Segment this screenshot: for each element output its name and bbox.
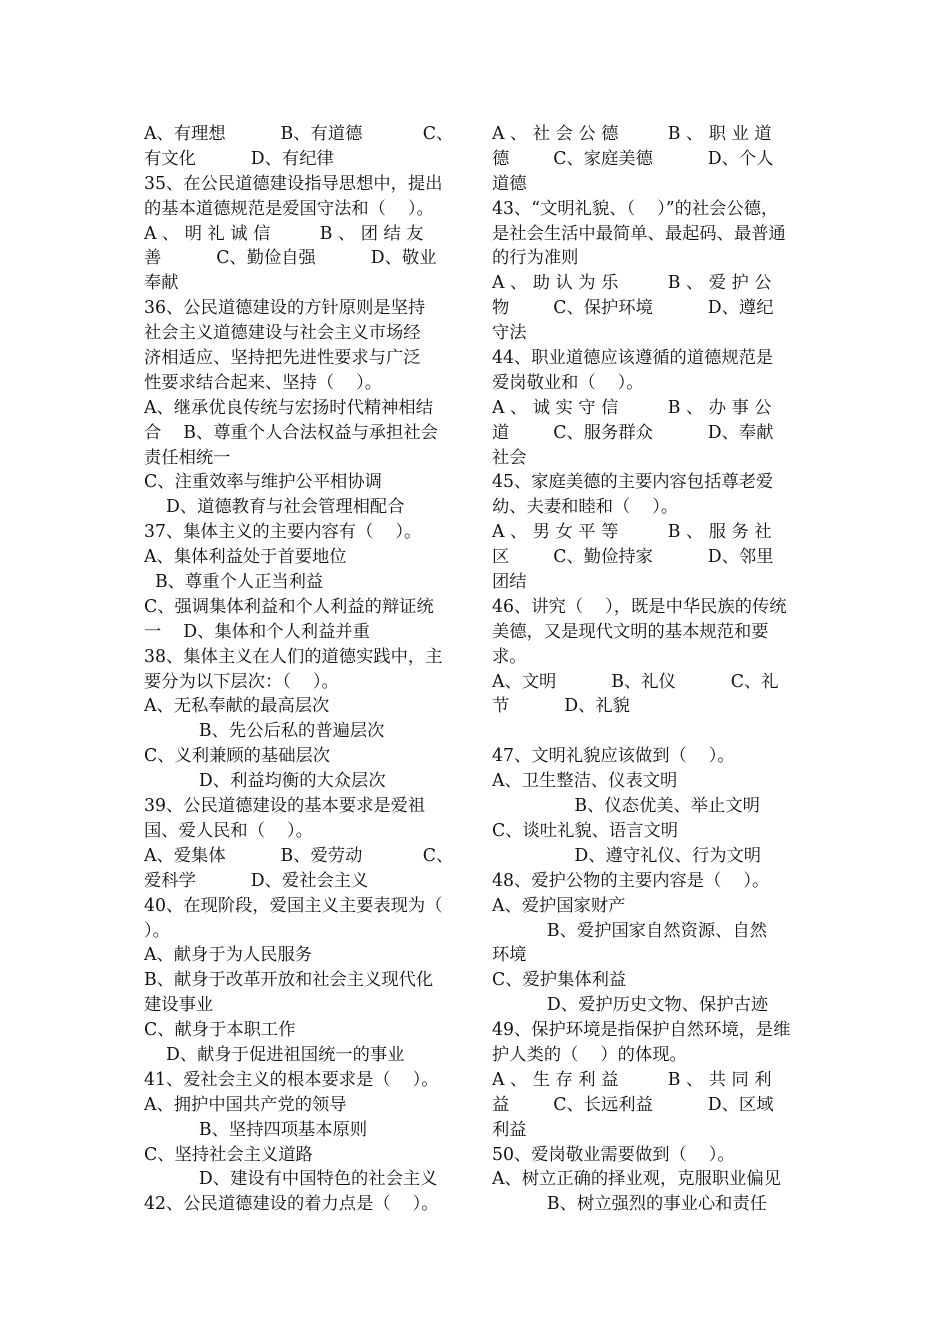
text-line: 爱岗敬业和（ ）。 [492,372,644,393]
text-line: A、树立正确的择业观，克服职业偏见 [492,1169,781,1190]
text-line: 物 C、保护环境 D、遵纪 [492,298,774,319]
text-line: D、献身于促进祖国统一的事业 [144,1044,405,1065]
text-line: A、无私奉献的最高层次 [144,696,330,717]
text-line: A、拥护中国共产党的领导 [144,1094,347,1115]
text-line: C、义利兼顾的基础层次 [144,746,331,767]
text-line: A 、 社 会 公 德 B 、 职 业 道 [492,124,772,144]
blank-line [492,719,808,744]
text-line: 利益 [492,1119,527,1140]
text-line: 是社会生活中最简单、最起码、最普通 [492,223,786,244]
text-line: 守法 [492,323,527,344]
text-line: C、坚持社会主义道路 [144,1144,313,1165]
text-line: 43、“文明礼貌、（ ）”的社会公德， [492,198,779,219]
text-line: A、集体利益处于首要地位 [144,547,347,568]
text-line: 47、文明礼貌应该做到（ ）。 [492,746,735,767]
text-line: A、爱护国家财产 [492,895,626,916]
text-line: A 、 男 女 平 等 B 、 服 务 社 [492,522,772,543]
text-line: A、文明 B、礼仪 C、礼 [492,671,779,692]
text-line: B、尊重个人正当利益 [144,572,324,593]
text-line: 节 D、礼貌 [492,696,630,717]
text-line: 责任相统一 [144,447,231,468]
text-line: A 、 生 存 利 益 B 、 共 同 利 [492,1069,772,1090]
text-line: B、坚持四项基本原则 [144,1119,368,1140]
text-line: B、仪态优美、举止文明 [492,796,760,817]
text-line: 44、职业道德应该遵循的道德规范是 [492,348,774,369]
text-line: D、遵守礼仪、行为文明 [492,845,762,866]
text-line: 45、家庭美德的主要内容包括尊老爱 [492,472,774,493]
text-line: 的行为准则 [492,248,579,269]
text-line: B、先公后私的普遍层次 [144,721,385,742]
text-line: A、卫生整洁、仪表文明 [492,771,678,792]
text-line: D、爱护历史文物、保护古迹 [492,995,769,1016]
text-line: 道 C、服务群众 D、奉献 [492,422,774,443]
text-line: 益 C、长远利益 D、区域 [492,1094,774,1115]
text-line: C、谈吐礼貌、语言文明 [492,820,679,841]
text-line: 的基本道德规范是爱国守法和（ ）。 [144,198,434,219]
text-line: 国、爱人民和（ ）。 [144,820,313,841]
text-line: B、树立强烈的事业心和责任 [492,1194,768,1215]
text-line: 团结 [492,572,527,593]
text-line: 39、公民道德建设的基本要求是爱祖 [144,796,426,817]
text-line: 济相适应、坚持把先进性要求与广泛 [144,348,421,369]
text-line: A 、 明 礼 诚 信 B 、 团 结 友 [144,223,424,244]
text-line: C、强调集体利益和个人利益的辩证统 [144,596,434,617]
text-line: 环境 [492,945,527,966]
text-line: D、利益均衡的大众层次 [144,771,386,792]
text-line: 美德，又是现代文明的基本规范和要 [492,621,769,642]
text-line: 德 C、家庭美德 D、个人 [492,148,774,169]
text-line: 50、爱岗敬业需要做到（ ）。 [492,1144,735,1165]
text-line: C、爱护集体利益 [492,970,627,991]
text-line: 38、集体主义在人们的道德实践中，主 [144,646,443,667]
text-line: ）。 [144,920,170,941]
text-line: C、注重效率与维护公平相协调 [144,472,382,493]
text-line: 37、集体主义的主要内容有（ ）。 [144,522,422,543]
text-line: 46、讲究（ ），既是中华民族的传统 [492,596,787,617]
text-line: 社会主义道德建设与社会主义市场经 [144,323,421,344]
text-line: 40、在现阶段，爱国主义主要表现为（ [144,895,443,916]
text-line: C、献身于本职工作 [144,1020,296,1041]
text-line: 奉献 [144,273,179,294]
text-line: 要分为以下层次：（ ）。 [144,671,339,692]
text-line: A、献身于为人民服务 [144,945,313,966]
text-line: 一 D、集体和个人利益并重 [144,621,370,642]
text-line: 49、保护环境是指保护自然环境，是维 [492,1020,791,1041]
text-line: A 、 诚 实 守 信 B 、 办 事 公 [492,397,772,418]
text-line: D、建设有中国特色的社会主义 [144,1169,438,1190]
text-line: 36、公民道德建设的方针原则是坚持 [144,298,426,319]
text-line: A、爱集体 B、爱劳动 C、 [144,845,454,866]
text-line: 有文化 D、有纪律 [144,148,334,169]
text-line: 区 C、勤俭持家 D、邻里 [492,547,774,568]
right-column [492,122,808,1217]
left-column [144,122,460,1217]
text-line: A 、 助 认 为 乐 B 、 爱 护 公 [492,273,772,294]
text-line: 42、公民道德建设的着力点是（ ）。 [144,1194,439,1215]
text-line: D、道德教育与社会管理相配合 [144,497,405,518]
text-line: 求。 [492,646,527,667]
text-line: B、爱护国家自然资源、自然 [492,920,768,941]
text-line: 35、在公民道德建设指导思想中，提出 [144,173,443,194]
text-line: 社会 [492,447,527,468]
text-line: 护人类的（ ）的体现。 [492,1044,687,1065]
text-line: 善 C、勤俭自强 D、敬业 [144,248,437,269]
text-line: 爱科学 D、爱社会主义 [144,870,369,891]
text-line: 48、爱护公物的主要内容是（ ）。 [492,870,770,891]
text-line: 建设事业 [144,995,214,1016]
text-line: 道德 [492,173,527,194]
text-line: A、继承优良传统与宏扬时代精神相结 [144,397,433,418]
text-line: B、献身于改革开放和社会主义现代化 [144,970,434,991]
text-line: 合 B、尊重个人合法权益与承担社会 [144,422,438,443]
text-line: 幼、夫妻和睦和（ ）。 [492,497,679,518]
text-line: A、有理想 B、有道德 C、 [144,124,454,144]
text-line: 41、爱社会主义的根本要求是（ ）。 [144,1069,439,1090]
text-line: 性要求结合起来、坚持（ ）。 [144,372,382,393]
